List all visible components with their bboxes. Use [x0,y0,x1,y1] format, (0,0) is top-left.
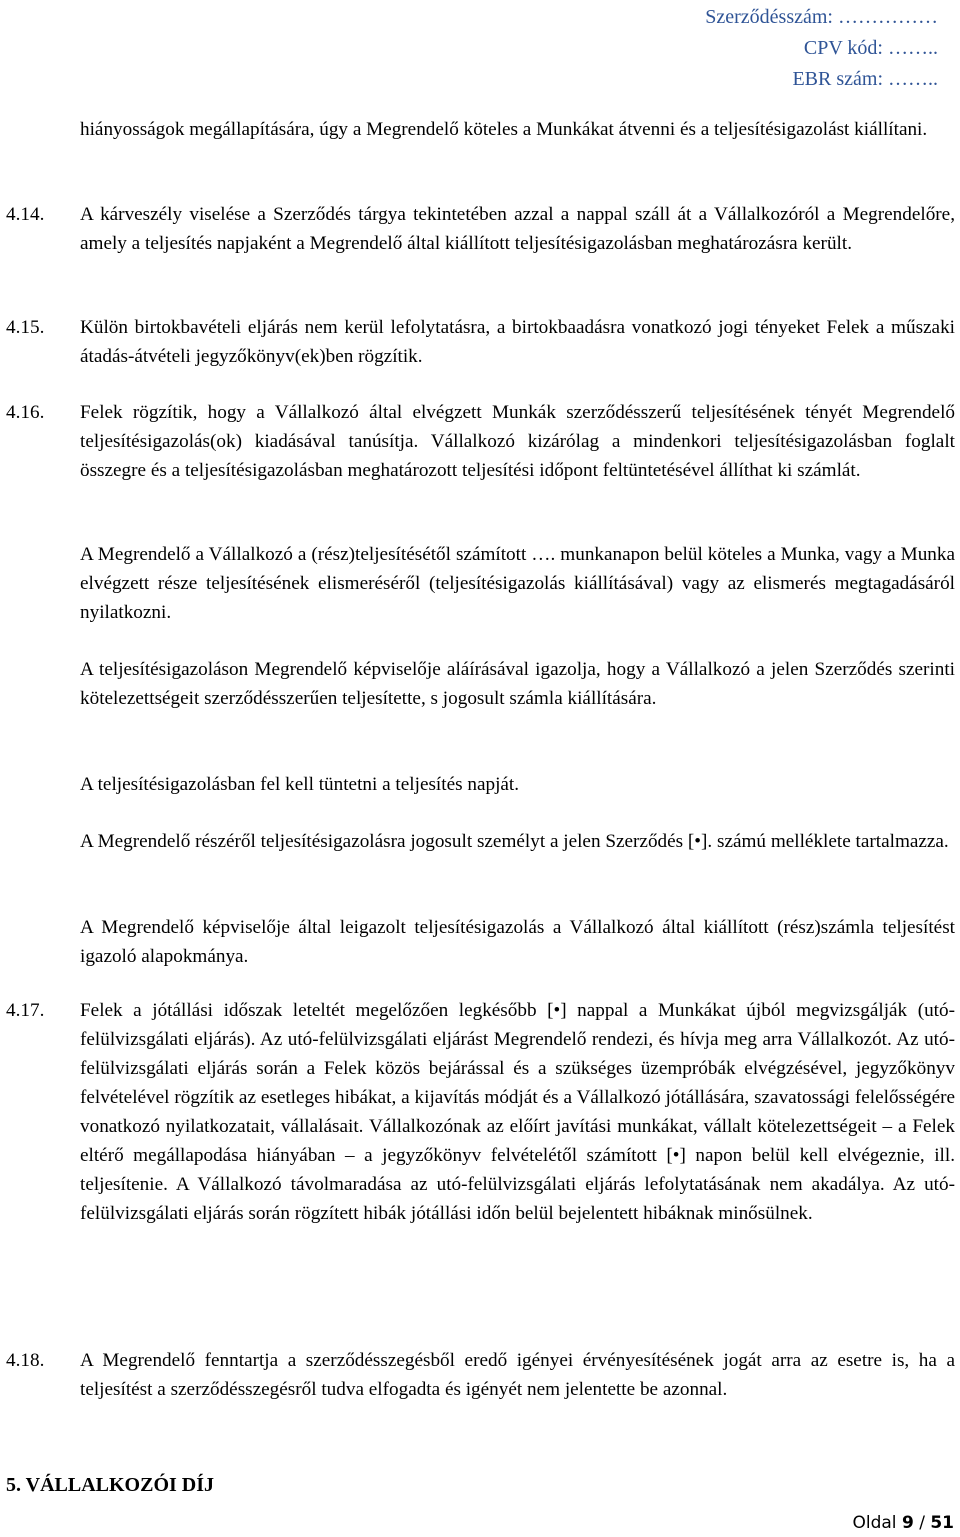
paragraph-text: A teljesítésigazoláson Megrendelő képviselője aláírásával igazolja, hogy a Vállalkozó a jelen Szerződés szerinti kötelezettségeit szerződésszerűen teljesítette, s jogosult számla kiállítására. [80,659,955,709]
cpv-code: CPV kód: …….. [803,37,938,59]
paragraph-text: A kárveszély viselése a Szerződés tárgya tekintetében azzal a nappal száll át a Vállalkozóról a Megrendelőre, amely a teljesítés napjaként a Megrendelő által kiállított teljesítésigazolásban meghatározásra került. [80,204,955,254]
paragraph-number: 4.14. [6,204,45,225]
page-number [852,1511,954,1535]
page-label: Oldal [852,1513,897,1533]
contract-number: Szerződésszám: …………… [705,6,938,28]
paragraph-number: 4.15. [6,317,45,338]
paragraph-text: Felek rögzítik, hogy a Vállalkozó által elvégzett Munkák szerződésszerű teljesítésének tényét Megrendelő teljesítésigazolás(ok) kiadásával tanúsítja. Vállalkozó kizárólag a mindenkori teljesítésigazolásban foglalt összegre és a teljesítésigazolásban meghatározott teljesítési időpont feltüntetésével állíthat ki számlát. [80,402,955,481]
document-header [538,2,938,95]
paragraph-text: Felek a jótállási időszak leteltét megelőzően legkésőbb [•] nappal a Munkákat újból megvizsgálják (utó-felülvizsgálati eljárás). Az utó-felülvizsgálati eljárást Megrendelő rendezi, és hívja meg arra Vállalkozót. Az utó-felülvizsgálati eljárás során a Felek közös bejárással és a szükséges üzempróbák elvégzésével, jegyzőkönyv felvételével rögzítik az esetleges hibákat, a kijavítás módját és a Vállalkozó jótállására, szavatossági felelősségére vonatkozó nyilatkozatait, vállalásait. Vállalkozónak az előírt javítási munkákat, vállalt kötelezettségeit – a Felek eltérő megállapodása hiányában – a jegyzőkönyv felvételétől számított [•] napon belül kell elvégeznie, ill. teljesítenie. A Vállalkozó távolmaradása az utó-felülvizsgálati eljárás lefolytatásának nem akadálya. Az utó-felülvizsgálati eljárás során rögzített hibák jótállási időn belül bejelentett hibáknak minősülnek. [80,1000,955,1224]
total-pages: 51 [930,1513,954,1533]
paragraph-text: A Megrendelő képviselője által leigazolt teljesítésigazolás a Vállalkozó által kiállított (rész)számla teljesítést igazoló alapokmánya. [80,917,955,967]
paragraph-text: A teljesítésigazolásban fel kell tüntetni a teljesítés napját. [80,774,520,795]
paragraph-text: Külön birtokbavételi eljárás nem kerül lefolytatásra, a birtokbaadásra vonatkozó jogi tényeket Felek a műszaki átadás-átvételi jegyzőkönyv(ek)ben rögzítik. [80,317,955,367]
paragraph-text: A Megrendelő a Vállalkozó a (rész)teljesítésétől számított …. munkanapon belül köteles a Munka, vagy a Munka elvégzett része teljesítésének elismeréséről (teljesítésigazolás kiállításával) vagy az elismerés megtagadásáról nyilatkozni. [80,544,955,623]
paragraph-number: 4.16. [6,402,45,423]
page-separator: / [919,1513,925,1533]
ebr-number: EBR szám: …….. [792,68,938,90]
current-page: 9 [901,1513,914,1533]
paragraph-text: A Megrendelő részéről teljesítésigazolásra jogosult személyt a jelen Szerződés [•]. számú melléklete tartalmazza. [80,831,949,852]
section-heading: 5. VÁLLALKOZÓI DÍJ [6,1474,215,1496]
paragraph-number: 4.17. [6,1000,45,1021]
paragraph-text: hiányosságok megállapítására, úgy a Megrendelő köteles a Munkákat átvenni és a teljesítésigazolást kiállítani. [80,119,928,140]
paragraph-text: A Megrendelő fenntartja a szerződésszegésből eredő igényei érvényesítésének jogát arra az esetre is, ha a teljesítést a szerződésszegésről tudva elfogadta és igényét nem jelentette be azonnal. [80,1350,955,1400]
paragraph-number: 4.18. [6,1350,45,1371]
